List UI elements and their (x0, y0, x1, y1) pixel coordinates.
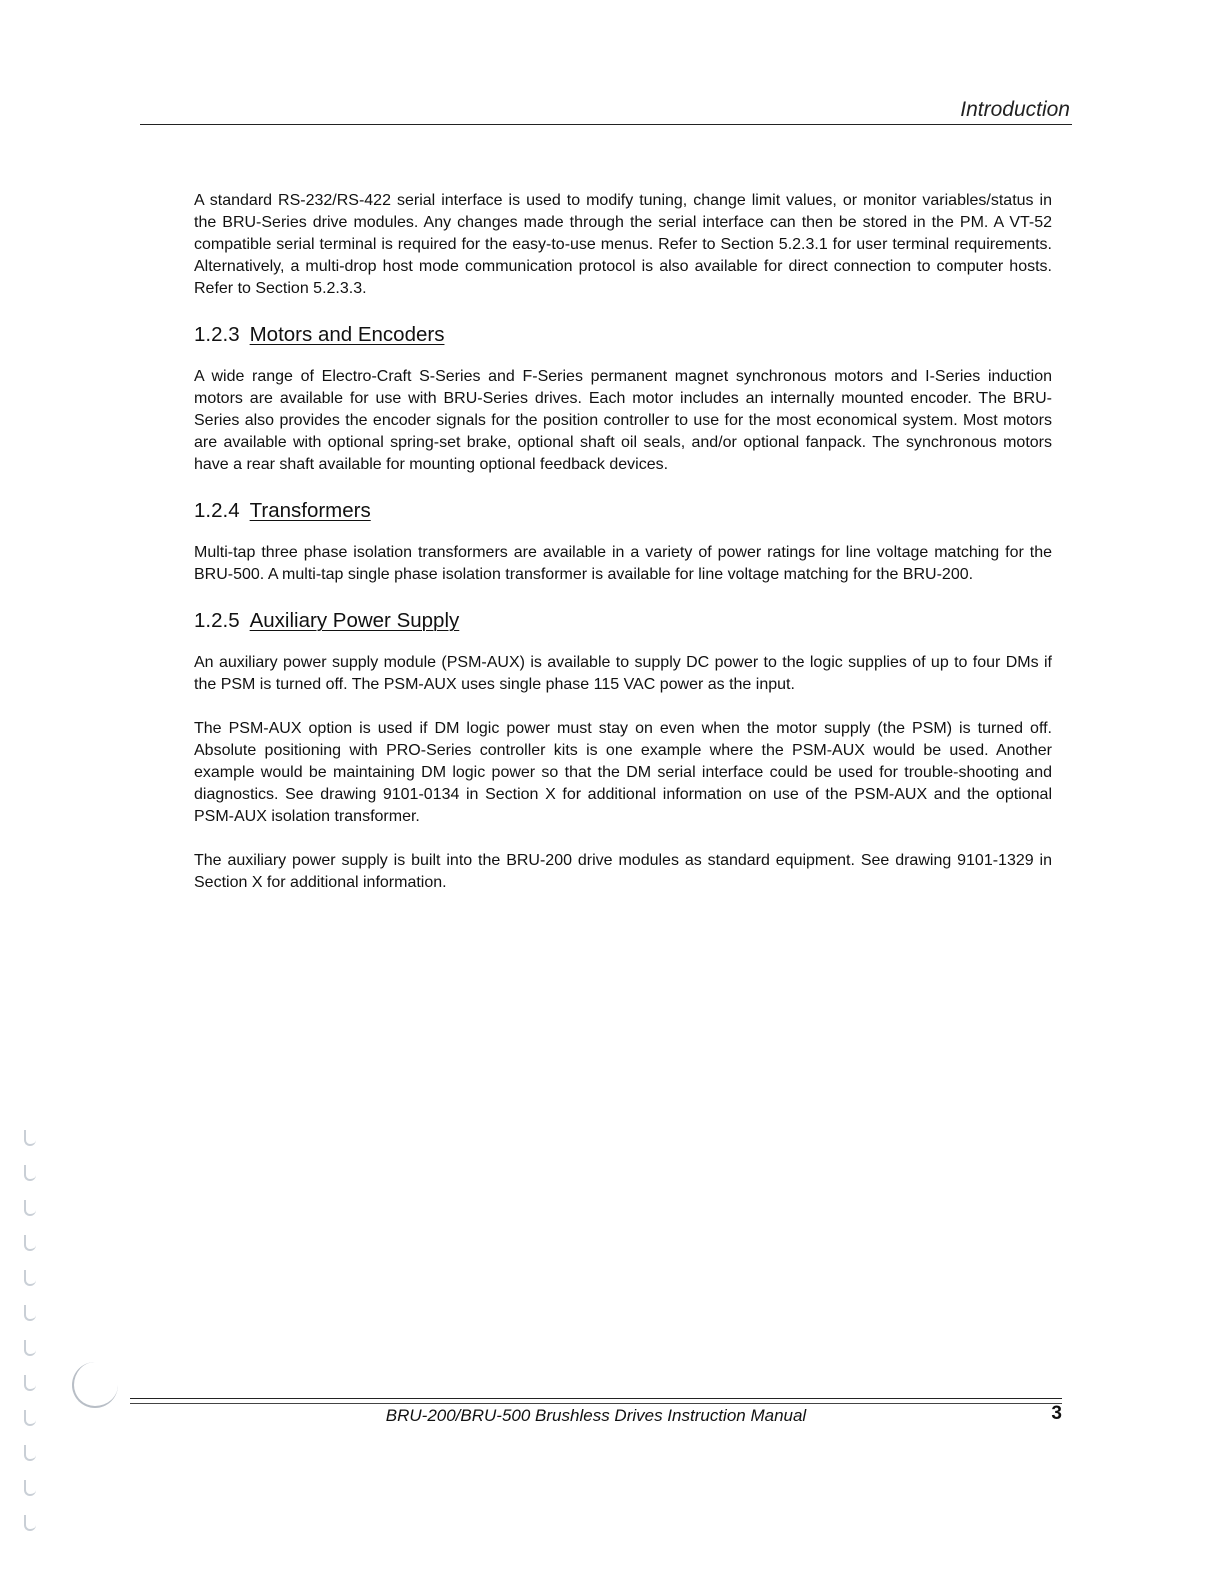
binding-hole-mark (24, 1200, 36, 1216)
section-number: 1.2.3 (194, 323, 240, 346)
binding-hole-mark (24, 1165, 36, 1181)
binding-hole-mark (24, 1270, 36, 1286)
motors-encoders-paragraph: A wide range of Electro-Craft S-Series and F-Series permanent magnet synchronous motors and I-Series induction motors are available for use with BRU-Series drives. Each motor includes an internally mounted encoder. The BRU-Series also provides the encoder signals for the position controller to use for the most economical system. Most motors are available with optional spring-set brake, optional shaft oil seals, and/or optional fanpack. The synchronous motors have a rear shaft available for mounting optional feedback devices. (194, 368, 1052, 473)
binding-hole-mark (24, 1480, 36, 1496)
footer-rule-bottom (130, 1403, 1062, 1404)
section-number: 1.2.4 (194, 499, 240, 522)
binding-holes-decoration (24, 1130, 54, 1550)
binding-hole-mark (24, 1340, 36, 1356)
section-heading-auxiliary-power-supply (194, 608, 1052, 634)
footer-rule-top (130, 1398, 1062, 1399)
binding-hole-mark (24, 1235, 36, 1251)
binding-hole-mark (24, 1130, 36, 1146)
aux-power-paragraph-1: An auxiliary power supply module (PSM-AUX) is available to supply DC power to the logic supplies of up to four DMs if the PSM is turned off. The PSM-AUX uses single phase 115 VAC power as the input. (194, 654, 1052, 693)
section-title: Auxiliary Power Supply (249, 609, 460, 632)
page-number: 3 (1051, 1403, 1062, 1424)
page-body (194, 190, 1052, 916)
binding-hole-mark (24, 1410, 36, 1426)
section-heading-motors-encoders (194, 322, 1052, 348)
binding-hole-mark (24, 1375, 36, 1391)
footer-manual-title: BRU-200/BRU-500 Brushless Drives Instruction Manual (385, 1406, 807, 1425)
page-header (140, 96, 1072, 125)
intro-paragraph: A standard RS-232/RS-422 serial interface is used to modify tuning, change limit values, or monitor variables/status in the BRU-Series drive modules. Any changes made through the serial interface can then be stored in the PM. A VT-52 compatible serial terminal is required for the easy-to-use menus. Refer to Section 5.2.3.1 for user terminal requirements. Alternatively, a multi-drop host mode communication protocol is also available for direct connection to computer hosts. Refer to Section 5.2.3.3. (194, 192, 1052, 297)
transformers-paragraph: Multi-tap three phase isolation transformers are available in a variety of power ratings for line voltage matching for the BRU-500. A multi-tap single phase isolation transformer is available for line voltage matching for the BRU-200. (194, 544, 1052, 583)
binding-hole-mark (24, 1305, 36, 1321)
page-footer (130, 1398, 1062, 1425)
binding-hole-mark (24, 1445, 36, 1461)
running-header-title: Introduction (960, 98, 1070, 121)
aux-power-paragraph-2: The PSM-AUX option is used if DM logic power must stay on even when the motor supply (the PSM) is turned off. Absolute positioning with PRO-Series controller kits is one example where the PSM-AUX would be used. Another example would be maintaining DM logic power so that the DM serial interface could be used for trouble-shooting and diagnostics. See drawing 9101-0134 in Section X for additional information on use of the PSM-AUX and the optional PSM-AUX isolation transformer. (194, 720, 1052, 825)
section-number: 1.2.5 (194, 609, 240, 632)
section-title: Transformers (249, 499, 371, 522)
binding-hole-mark (24, 1515, 36, 1531)
aux-power-paragraph-3: The auxiliary power supply is built into the BRU-200 drive modules as standard equipment. See drawing 9101-1329 in Section X for additional information. (194, 852, 1052, 891)
section-title: Motors and Encoders (249, 323, 445, 346)
scan-artifact-ring (72, 1362, 118, 1408)
section-heading-transformers (194, 498, 1052, 524)
